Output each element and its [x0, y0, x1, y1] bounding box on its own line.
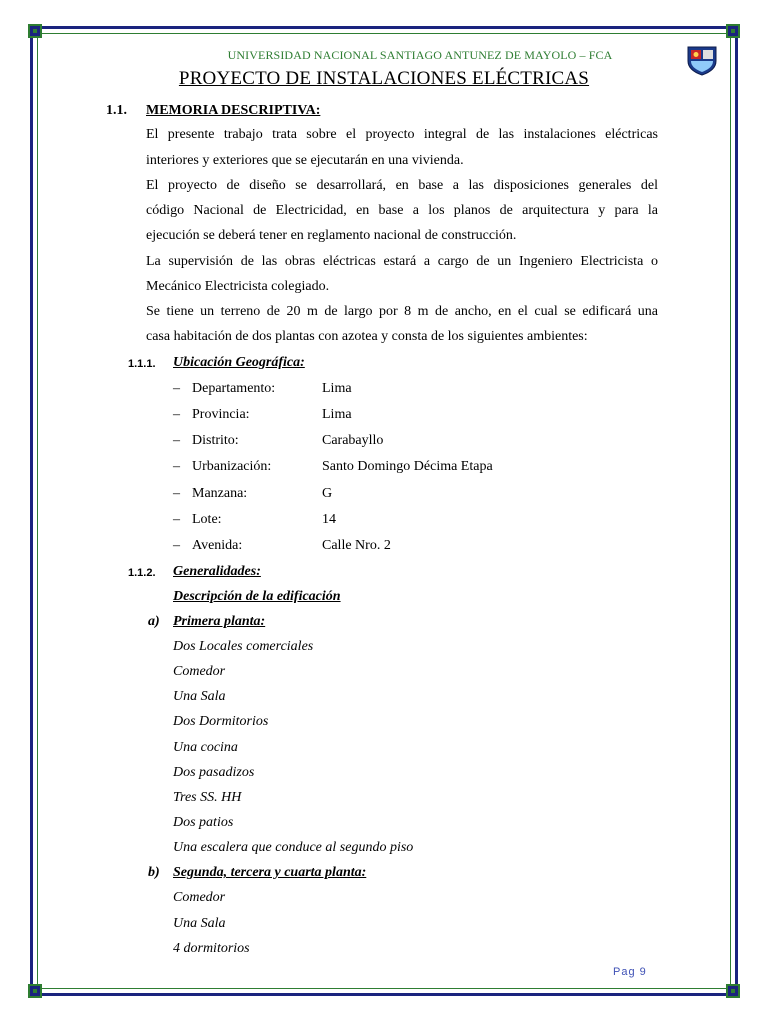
paragraph-line: ejecución se deberá tener en reglamento nacional de construcción. — [146, 228, 517, 243]
bullet-dash: – — [173, 486, 180, 501]
border-corner-ornament — [28, 984, 42, 998]
room-item: Comedor — [173, 890, 226, 905]
location-label: Urbanización: — [192, 459, 272, 474]
university-shield-logo — [686, 44, 718, 76]
room-item: 4 dormitorios — [173, 941, 250, 956]
location-value: Lima — [322, 407, 352, 422]
subsection-heading: Generalidades: — [173, 564, 261, 579]
room-item: Dos patios — [173, 815, 234, 830]
paragraph-line: La supervisión de las obras eléctricas estará a cargo de un Ingeniero Electricista o — [146, 254, 658, 269]
room-item: Una Sala — [173, 916, 226, 931]
border-corner-ornament — [28, 24, 42, 38]
floor-heading: Primera planta: — [173, 614, 266, 629]
paragraph-line: El proyecto de diseño se desarrollará, en base a las disposiciones generales del — [146, 178, 658, 193]
location-label: Provincia: — [192, 407, 250, 422]
location-label: Lote: — [192, 512, 222, 527]
paragraph-line: Se tiene un terreno de 20 m de largo por 8 m de ancho, en el cual se edificará una — [146, 304, 658, 319]
paragraph-line: código Nacional de Electricidad, en base a los planos de arquitectura y para la — [146, 203, 658, 218]
location-label: Manzana: — [192, 486, 248, 501]
border-corner-ornament — [726, 984, 740, 998]
location-value: Lima — [322, 381, 352, 396]
location-value: Santo Domingo Décima Etapa — [322, 459, 493, 474]
bullet-dash: – — [173, 538, 180, 553]
paragraph-line: interiores y exteriores que se ejecutarán en una vivienda. — [146, 153, 464, 168]
location-label: Distrito: — [192, 433, 239, 448]
bullet-dash: – — [173, 407, 180, 422]
building-description-heading: Descripción de la edificación — [173, 589, 341, 604]
subsection-heading: Ubicación Geográfica: — [173, 355, 305, 370]
room-item: Comedor — [173, 664, 226, 679]
location-label: Departamento: — [192, 381, 276, 396]
room-item: Tres SS. HH — [173, 790, 242, 805]
section-number: 1.1. — [106, 103, 127, 118]
paragraph-line: casa habitación de dos plantas con azotea y consta de los siguientes ambientes: — [146, 329, 588, 344]
paragraph-line: El presente trabajo trata sobre el proyecto integral de las instalaciones eléctricas — [146, 127, 658, 142]
room-item: Dos Locales comerciales — [173, 639, 314, 654]
paragraph-line: Mecánico Electricista colegiado. — [146, 279, 330, 294]
location-value: Calle Nro. 2 — [322, 538, 391, 553]
room-item: Una Sala — [173, 689, 226, 704]
list-marker: b) — [148, 865, 160, 880]
document-title: PROYECTO DE INSTALACIONES ELÉCTRICAS — [178, 68, 590, 89]
room-item: Dos Dormitorios — [173, 714, 269, 729]
location-label: Avenida: — [192, 538, 243, 553]
bullet-dash: – — [173, 512, 180, 527]
floor-heading: Segunda, tercera y cuarta planta: — [173, 865, 367, 880]
bullet-dash: – — [173, 459, 180, 474]
university-header: UNIVERSIDAD NACIONAL SANTIAGO ANTUNEZ DE MAYOLO – FCA — [227, 48, 613, 62]
bullet-dash: – — [173, 381, 180, 396]
subsection-number: 1.1.1. — [128, 358, 156, 370]
list-marker: a) — [148, 614, 160, 629]
subsection-number: 1.1.2. — [128, 567, 156, 579]
bullet-dash: – — [173, 433, 180, 448]
section-heading: MEMORIA DESCRIPTIVA: — [146, 103, 321, 118]
border-corner-ornament — [726, 24, 740, 38]
location-value: Carabayllo — [322, 433, 384, 448]
room-item: Dos pasadizos — [173, 765, 255, 780]
location-value: G — [322, 486, 333, 501]
location-value: 14 — [322, 512, 336, 527]
room-item: Una escalera que conduce al segundo piso — [173, 840, 414, 855]
page-number: Pag 9 — [613, 966, 647, 978]
room-item: Una cocina — [173, 740, 238, 755]
